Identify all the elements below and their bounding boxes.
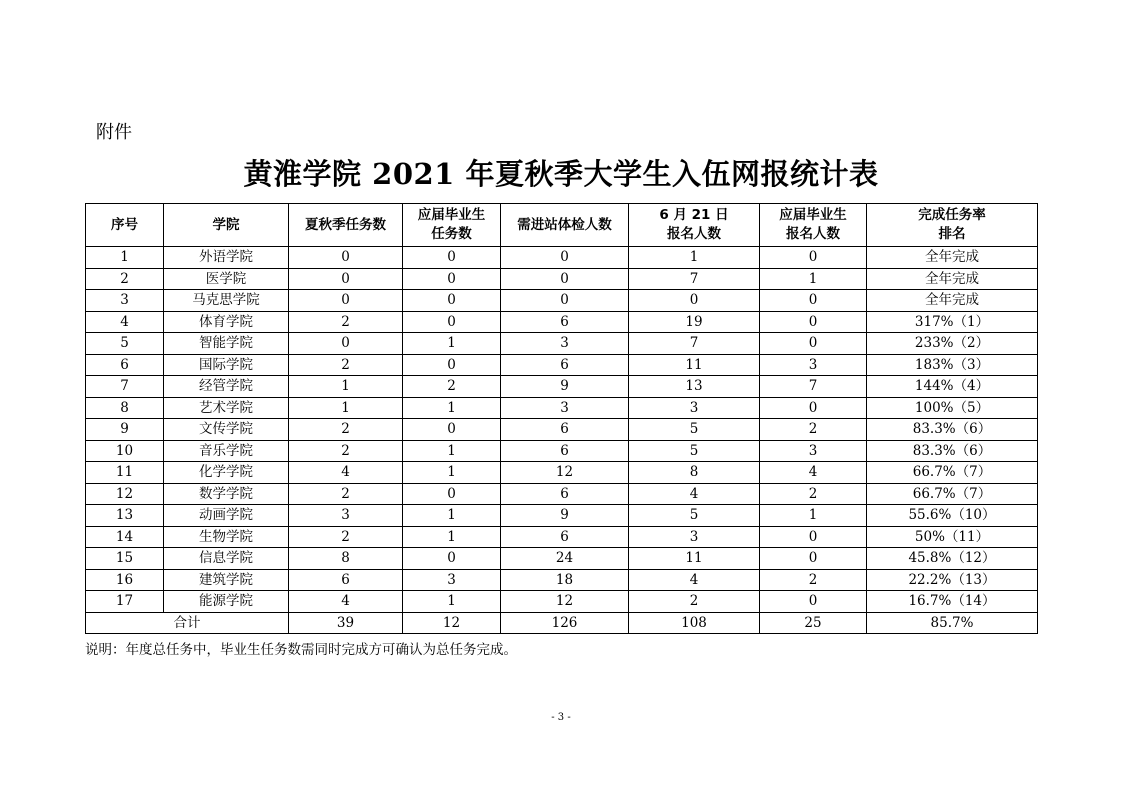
table-cell: 3 [403,569,501,591]
table-cell: 66.7%（7） [867,462,1038,484]
column-header-line: 夏秋季任务数 [305,216,386,233]
table-cell: 0 [403,268,501,290]
column-header-line: 排名 [938,226,966,242]
table-cell: 0 [760,311,867,333]
table-row [86,268,1038,290]
table-cell: 83.3%（6） [867,440,1038,462]
column-header [289,204,403,247]
table-cell: 化学学院 [164,462,289,484]
table-cell: 7 [760,376,867,398]
total-cell: 12 [403,612,501,634]
table-cell: 4 [629,483,760,505]
table-cell: 6 [289,569,403,591]
table-cell: 医学院 [164,268,289,290]
table-cell: 10 [86,440,164,462]
statistics-table [85,203,1038,634]
table-cell: 0 [403,419,501,441]
table-cell: 文传学院 [164,419,289,441]
table-cell: 0 [760,591,867,613]
table-cell: 0 [289,290,403,312]
table-cell: 7 [86,376,164,398]
table-cell: 6 [501,419,629,441]
table-cell: 2 [86,268,164,290]
table-cell: 2 [289,354,403,376]
table-cell: 2 [760,483,867,505]
table-cell: 233%（2） [867,333,1038,355]
table-cell: 数学学院 [164,483,289,505]
column-header [760,204,867,247]
column-header-line: 应届毕业生 [417,207,486,223]
table-cell: 24 [501,548,629,570]
table-cell: 12 [501,591,629,613]
table-cell: 1 [760,268,867,290]
table-cell: 6 [501,354,629,376]
table-cell: 0 [403,290,501,312]
table-cell: 0 [289,333,403,355]
table-row [86,376,1038,398]
table-row [86,591,1038,613]
total-label: 合计 [86,612,289,634]
table-cell: 0 [289,268,403,290]
table-cell: 4 [760,462,867,484]
table-cell: 智能学院 [164,333,289,355]
table-cell: 83.3%（6） [867,419,1038,441]
table-cell: 5 [629,440,760,462]
table-cell: 0 [760,247,867,269]
table-cell: 13 [86,505,164,527]
table-cell: 2 [403,376,501,398]
table-cell: 2 [289,483,403,505]
column-header-line: 报名人数 [786,226,840,242]
table-cell: 8 [629,462,760,484]
table-cell: 16.7%（14） [867,591,1038,613]
table-row [86,354,1038,376]
table-cell: 0 [760,397,867,419]
column-header [164,204,289,247]
column-header [501,204,629,247]
table-cell: 6 [501,483,629,505]
table-cell: 6 [501,440,629,462]
table-cell: 7 [629,268,760,290]
table-cell: 全年完成 [867,247,1038,269]
table-cell: 1 [403,333,501,355]
table-row [86,526,1038,548]
table-cell: 22.2%（13） [867,569,1038,591]
table-cell: 4 [86,311,164,333]
table-cell: 8 [289,548,403,570]
table-cell: 1 [289,376,403,398]
table-cell: 3 [760,354,867,376]
attachment-label: 附件 [96,122,132,143]
table-cell: 6 [501,526,629,548]
table-cell: 1 [760,505,867,527]
table-cell: 1 [403,440,501,462]
table-cell: 0 [403,354,501,376]
table-cell: 19 [629,311,760,333]
table-cell: 2 [760,569,867,591]
table-cell: 1 [403,526,501,548]
table-cell: 0 [760,548,867,570]
table-cell: 12 [86,483,164,505]
column-header-line: 应届毕业生 [779,207,847,223]
table-cell: 18 [501,569,629,591]
table-cell: 0 [760,526,867,548]
table-cell: 全年完成 [867,290,1038,312]
table-cell: 100%（5） [867,397,1038,419]
column-header-line: 需进站体检人数 [517,216,612,233]
table-cell: 7 [629,333,760,355]
table-cell: 1 [403,505,501,527]
table-cell: 0 [501,247,629,269]
table-cell: 0 [501,268,629,290]
table-cell: 9 [501,505,629,527]
table-cell: 全年完成 [867,268,1038,290]
table-cell: 5 [86,333,164,355]
table-cell: 2 [289,526,403,548]
table-cell: 4 [289,462,403,484]
column-header-line: 任务数 [431,226,472,242]
table-row [86,247,1038,269]
table-cell: 1 [403,462,501,484]
table-cell: 6 [501,311,629,333]
total-cell: 85.7% [867,612,1038,634]
page-number: - 3 - [551,712,571,723]
table-cell: 17 [86,591,164,613]
table-cell: 动画学院 [164,505,289,527]
table-row [86,419,1038,441]
total-cell: 25 [760,612,867,634]
table-cell: 183%（3） [867,354,1038,376]
table-row [86,483,1038,505]
table-row [86,569,1038,591]
table-cell: 66.7%（7） [867,483,1038,505]
table-cell: 317%（1） [867,311,1038,333]
column-header-line: 6 月 21 日 [659,207,729,223]
table-cell: 建筑学院 [164,569,289,591]
table-cell: 0 [501,290,629,312]
table-cell: 1 [629,247,760,269]
column-header [86,204,164,247]
table-row [86,462,1038,484]
column-header-line: 序号 [111,216,138,233]
table-cell: 0 [403,247,501,269]
table-cell: 3 [86,290,164,312]
table-cell: 9 [86,419,164,441]
table-cell: 4 [629,569,760,591]
table-row [86,333,1038,355]
table-cell: 马克思学院 [164,290,289,312]
table-cell: 2 [289,311,403,333]
table-cell: 能源学院 [164,591,289,613]
table-row [86,505,1038,527]
table-cell: 国际学院 [164,354,289,376]
table-total-row [86,612,1038,634]
table-cell: 体育学院 [164,311,289,333]
table-cell: 11 [86,462,164,484]
total-cell: 39 [289,612,403,634]
table-cell: 9 [501,376,629,398]
table-cell: 0 [403,311,501,333]
table-cell: 6 [86,354,164,376]
table-cell: 0 [760,290,867,312]
table-cell: 音乐学院 [164,440,289,462]
table-cell: 50%（11） [867,526,1038,548]
table-cell: 外语学院 [164,247,289,269]
column-header [867,204,1038,247]
column-header [629,204,760,247]
table-cell: 1 [403,397,501,419]
table-row [86,290,1038,312]
table-cell: 2 [289,419,403,441]
table-cell: 5 [629,419,760,441]
column-header-line: 报名人数 [667,226,721,242]
table-cell: 144%（4） [867,376,1038,398]
table-cell: 3 [760,440,867,462]
table-cell: 3 [501,397,629,419]
table-cell: 3 [501,333,629,355]
table-cell: 0 [403,548,501,570]
table-cell: 3 [629,526,760,548]
total-cell: 108 [629,612,760,634]
table-cell: 14 [86,526,164,548]
table-row [86,311,1038,333]
table-cell: 2 [629,591,760,613]
table-cell: 1 [289,397,403,419]
table-cell: 4 [289,591,403,613]
table-cell: 2 [289,440,403,462]
table-cell: 3 [629,397,760,419]
table-row [86,397,1038,419]
page-title: 黄淮学院 2021 年夏秋季大学生入伍网报统计表 [243,157,879,191]
total-cell: 126 [501,612,629,634]
table-cell: 1 [86,247,164,269]
footnote: 说明：年度总任务中，毕业生任务数需同时完成方可确认为总任务完成。 [85,642,517,658]
column-header-line: 学院 [212,216,240,233]
table-cell: 信息学院 [164,548,289,570]
table-cell: 2 [760,419,867,441]
table-cell: 3 [289,505,403,527]
table-cell: 8 [86,397,164,419]
table-row [86,440,1038,462]
table-cell: 1 [403,591,501,613]
table-cell: 13 [629,376,760,398]
table-cell: 11 [629,548,760,570]
table-cell: 生物学院 [164,526,289,548]
table-body [86,247,1038,613]
table-cell: 0 [289,247,403,269]
table-header-row [86,204,1038,247]
table-cell: 12 [501,462,629,484]
table-cell: 艺术学院 [164,397,289,419]
table-cell: 45.8%（12） [867,548,1038,570]
column-header-line: 完成任务率 [918,207,986,223]
table-cell: 经管学院 [164,376,289,398]
table-cell: 0 [760,333,867,355]
table-cell: 15 [86,548,164,570]
column-header [403,204,501,247]
table-cell: 11 [629,354,760,376]
table-cell: 16 [86,569,164,591]
table-cell: 55.6%（10） [867,505,1038,527]
table-row [86,548,1038,570]
table-cell: 0 [403,483,501,505]
table-cell: 0 [629,290,760,312]
table-cell: 5 [629,505,760,527]
